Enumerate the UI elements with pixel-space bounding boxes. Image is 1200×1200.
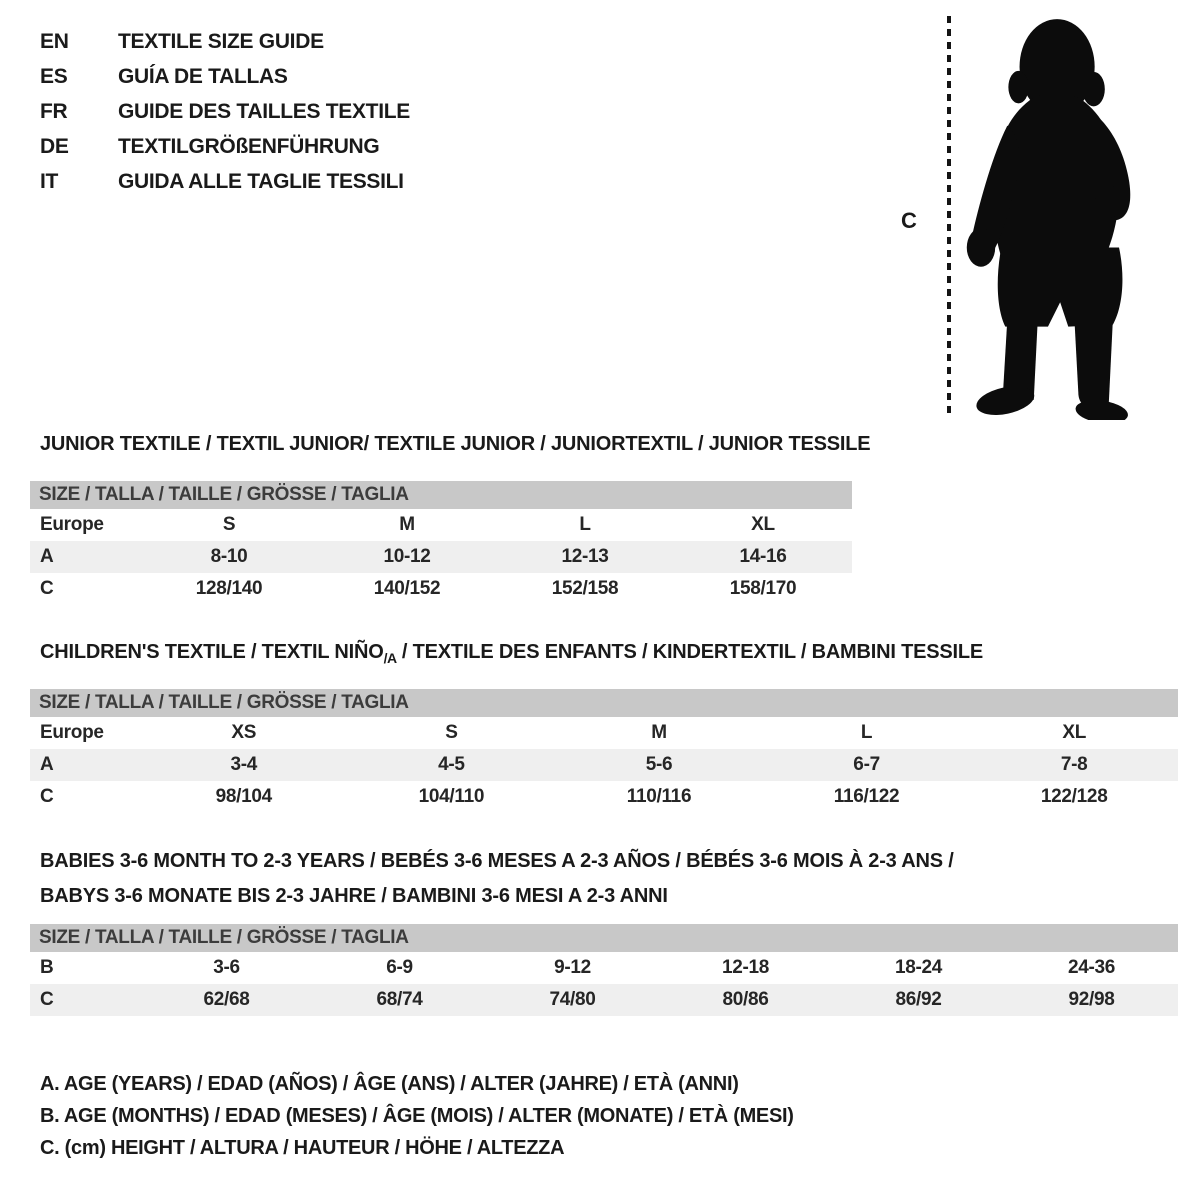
row-label: Europe	[40, 722, 104, 743]
height-cell: 98/104	[215, 786, 272, 807]
size-cell: L	[579, 514, 591, 535]
junior-section-title: JUNIOR TEXTILE / TEXTIL JUNIOR/ TEXTILE JUNIOR / JUNIORTEXTIL / JUNIOR TESSILE	[40, 433, 871, 455]
legend-line-a: A. AGE (YEARS) / EDAD (AÑOS) / ÂGE (ANS) / ALTER (JAHRE) / ETÀ (ANNI)	[40, 1073, 739, 1095]
children-size-table	[30, 689, 1178, 813]
age-cell: 12-13	[561, 546, 609, 567]
age-cell: 5-6	[645, 754, 673, 775]
height-cell: 110/116	[626, 786, 692, 807]
measure-legend	[40, 1068, 794, 1164]
age-cell: 18-24	[894, 957, 943, 978]
age-cell: 3-4	[230, 754, 258, 775]
lang-row-de	[40, 129, 410, 164]
age-cell: 10-12	[383, 546, 431, 567]
height-cell: 152/158	[551, 578, 619, 599]
row-label: Europe	[40, 514, 104, 535]
row-label: C	[40, 989, 54, 1010]
size-cell: L	[860, 722, 873, 743]
table-row	[30, 541, 852, 573]
legend-line-b: B. AGE (MONTHS) / EDAD (MESES) / ÂGE (MOIS) / ALTER (MONATE) / ETÀ (MESI)	[40, 1105, 794, 1127]
lang-row-it	[40, 164, 410, 199]
height-cell: 140/152	[373, 578, 441, 599]
height-measure-label: C	[901, 208, 917, 233]
table-row	[30, 717, 1178, 749]
babies-title-line2: BABYS 3-6 MONATE BIS 2-3 JAHRE / BAMBINI 3-6 MESI A 2-3 ANNI	[40, 885, 668, 907]
height-cell: 62/68	[203, 989, 250, 1010]
size-header-bar: SIZE / TALLA / TAILLE / GRÖSSE / TAGLIA	[30, 924, 1178, 952]
guide-title: TEXTILE SIZE GUIDE	[118, 29, 324, 53]
babies-title-line1: BABIES 3-6 MONTH TO 2-3 YEARS / BEBÉS 3-6 MESES A 2-3 AÑOS / BÉBÉS 3-6 MOIS À 2-3 ANS /	[40, 850, 954, 872]
language-title-list	[40, 24, 410, 199]
lang-code: IT	[40, 169, 59, 193]
children-title-sub: /A	[383, 650, 397, 666]
age-cell: 12-18	[721, 957, 770, 978]
table-row	[30, 749, 1178, 781]
row-label: C	[40, 786, 54, 807]
legend-line-c: C. (cm) HEIGHT / ALTURA / HAUTEUR / HÖHE / ALTEZZA	[40, 1137, 565, 1159]
lang-row-fr	[40, 94, 410, 129]
row-label: C	[40, 578, 54, 599]
junior-size-table	[30, 481, 852, 605]
age-cell: 14-16	[739, 546, 787, 567]
lang-code: DE	[40, 134, 69, 158]
table-row	[30, 984, 1178, 1016]
table-row	[30, 509, 852, 541]
height-cell: 128/140	[195, 578, 263, 599]
lang-row-en	[40, 24, 410, 59]
size-header-bar: SIZE / TALLA / TAILLE / GRÖSSE / TAGLIA	[30, 689, 1178, 717]
size-cell: XS	[231, 722, 257, 743]
children-section-title	[40, 641, 983, 666]
size-cell: XL	[751, 514, 775, 535]
size-cell: M	[651, 722, 667, 743]
toddler-silhouette-icon	[956, 14, 1144, 420]
babies-section-title	[40, 844, 954, 914]
height-cell: 122/128	[1040, 786, 1108, 807]
age-cell: 6-7	[853, 754, 880, 775]
lang-row-es	[40, 59, 410, 94]
size-cell: M	[399, 514, 415, 535]
guide-title: GUIDE DES TAILLES TEXTILE	[118, 99, 410, 123]
lang-code: EN	[40, 29, 69, 53]
guide-title: GUÍA DE TALLAS	[118, 64, 288, 88]
guide-title: GUIDA ALLE TAGLIE TESSILI	[118, 169, 404, 193]
height-cell: 68/74	[376, 989, 423, 1010]
table-row	[30, 952, 1178, 984]
children-title-pre: CHILDREN'S TEXTILE / TEXTIL NIÑO	[40, 641, 384, 663]
height-cell: 104/110	[418, 786, 485, 807]
height-cell: 86/92	[895, 989, 942, 1010]
height-cell: 116/122	[833, 786, 900, 807]
size-header-bar: SIZE / TALLA / TAILLE / GRÖSSE / TAGLIA	[30, 481, 852, 509]
row-label: A	[40, 754, 54, 775]
height-cell: 158/170	[729, 578, 797, 599]
height-cell: 74/80	[549, 989, 596, 1010]
lang-code: FR	[40, 99, 68, 123]
table-row	[30, 781, 1178, 813]
row-label: B	[40, 957, 54, 978]
age-cell: 24-36	[1067, 957, 1116, 978]
size-cell: S	[222, 514, 236, 535]
size-cell: XL	[1062, 722, 1087, 743]
guide-title: TEXTILGRÖßENFÜHRUNG	[118, 134, 380, 158]
age-cell: 4-5	[438, 754, 465, 775]
age-cell: 3-6	[213, 957, 240, 978]
children-title-post: / TEXTILE DES ENFANTS / KINDERTEXTIL / BAMBINI TESSILE	[396, 641, 984, 663]
age-cell: 8-10	[210, 546, 248, 567]
size-cell: S	[445, 722, 458, 743]
age-cell: 7-8	[1060, 754, 1088, 775]
babies-size-table	[30, 924, 1178, 1016]
table-row	[30, 573, 852, 605]
age-cell: 6-9	[386, 957, 413, 978]
age-cell: 9-12	[554, 957, 591, 978]
height-cell: 92/98	[1068, 989, 1115, 1010]
row-label: A	[40, 546, 54, 567]
lang-code: ES	[40, 64, 68, 88]
height-measure-dashed-line	[947, 16, 951, 414]
height-cell: 80/86	[722, 989, 769, 1010]
